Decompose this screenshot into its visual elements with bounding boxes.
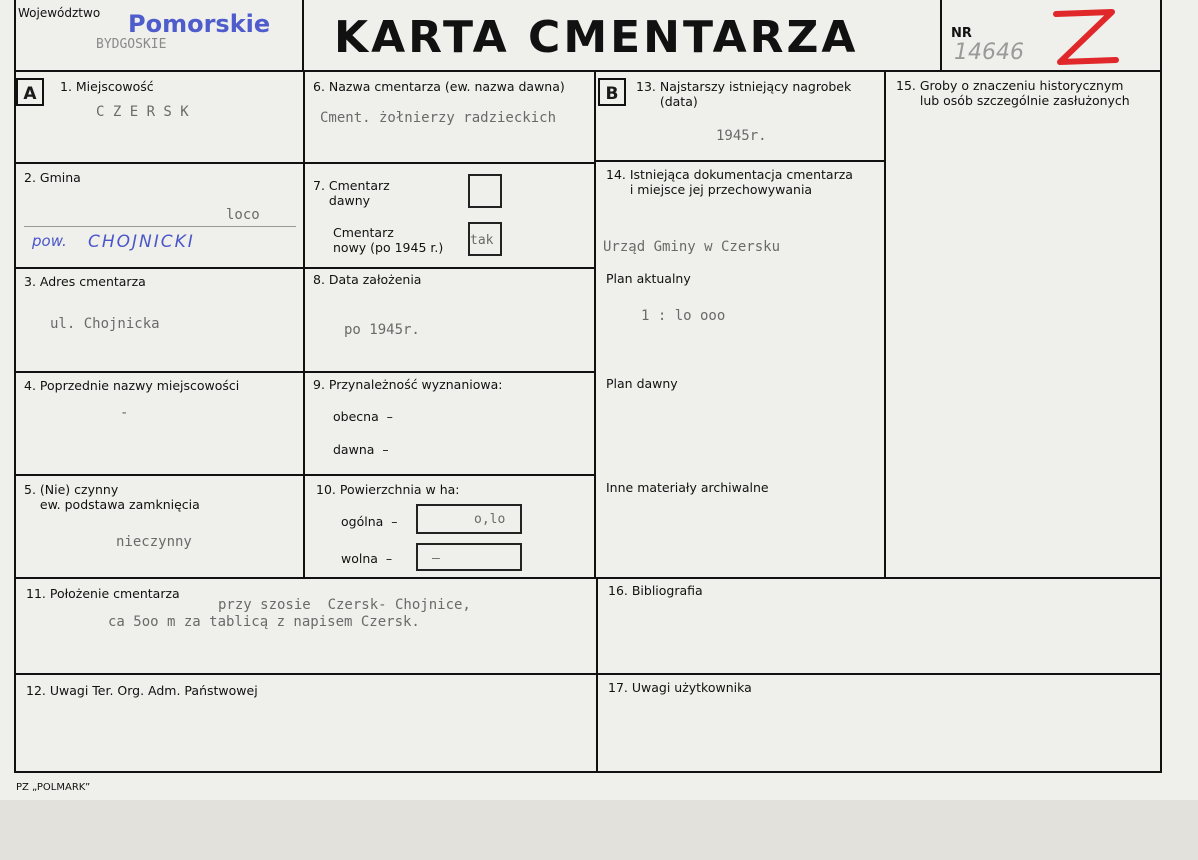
row-line [304,267,595,269]
f2-pow: pow. [32,232,67,250]
col-sep-c [884,72,886,578]
f13-label: 13. Najstarszy istniejący nagrobek (data) [636,79,852,109]
f4-value: - [120,405,129,421]
frame-bottom [14,771,1162,773]
f7-old-label: 7. Cmentarz dawny [313,178,390,208]
f11-label: 11. Położenie cmentarza [26,586,180,601]
f3-value: ul. Chojnicka [50,316,160,332]
f10-total-value: o,lo [474,512,506,527]
row-line [14,162,304,164]
f6-value: Cment. żołnierzy radzieckich [320,110,557,126]
voivodeship-old: BYDGOSKIE [96,37,167,52]
frame-left [14,0,16,772]
number-label: NR [951,26,972,41]
record-number: 14646 [954,40,1024,65]
frame-right [1160,0,1162,772]
f17-label: 17. Uwagi użytkownika [608,680,752,695]
f10-total-box[interactable] [416,504,522,534]
f7-old-checkbox[interactable] [468,174,502,208]
voivodeship-stamp: Pomorskie [128,10,271,38]
f16-label: 16. Bibliografia [608,583,703,598]
row-line [304,371,595,373]
f5-value: nieczynny [116,534,192,550]
f3-label: 3. Adres cmentarza [24,274,146,289]
lower-row-line [14,673,1162,675]
section-a-badge: A [16,78,44,106]
f5-label: 5. (Nie) czynny ew. podstawa zamknięcia [24,482,200,512]
plan-former-label: Plan dawny [606,376,678,391]
card-lower-edge [0,800,1198,860]
f9-current: obecna – [333,409,393,424]
plan-current-value: 1 : lo ooo [641,308,726,324]
f10-total-label: ogólna – [341,514,398,529]
f10-free-label: wolna – [341,551,393,566]
col-sep-a [303,72,305,578]
row-line [596,160,885,162]
f14-value: Urząd Gminy w Czersku [603,239,781,255]
row-line [304,162,595,164]
f8-label: 8. Data założenia [313,272,422,287]
f14-label: 14. Istniejąca dokumentacja cmentarza i miejsce jej przechowywania [606,167,853,197]
f15-label: 15. Groby o znaczeniu historycznym lub osób szczególnie zasłużonych [896,78,1130,108]
upper-block-bottom [14,577,1162,579]
f12-label: 12. Uwagi Ter. Org. Adm. Państwowej [26,683,258,698]
header-sep-1 [302,0,304,72]
header-divider [14,70,1162,72]
section-b-badge: B [598,78,626,106]
f10-free-value: – [432,551,440,566]
row-line [14,474,304,476]
f9-former: dawna – [333,442,389,457]
f2-underline [24,226,296,227]
f2-county: CHOJNICKI [88,232,195,252]
f10-label: 10. Powierzchnia w ha: [316,482,460,497]
other-materials-label: Inne materiały archiwalne [606,480,769,495]
lower-col-sep [596,578,598,772]
header-sep-2 [940,0,942,72]
f9-label: 9. Przynależność wyznaniowa: [313,377,503,392]
col-sep-b [594,72,596,578]
card-title: KARTA CMENTARZA [334,12,859,63]
printer-imprint: PZ „POLMARK” [16,782,91,793]
f7-new-checkbox[interactable] [468,222,502,256]
f11-line2: ca 5oo m za tablicą z napisem Czersk. [108,614,420,630]
row-line [14,371,304,373]
plan-current-label: Plan aktualny [606,271,691,286]
f11-line1: przy szosie Czersk- Chojnice, [218,597,471,613]
row-line [14,267,304,269]
voivodeship-label: Województwo [18,6,101,20]
f2-label: 2. Gmina [24,170,81,185]
red-category-mark [1050,6,1120,66]
f2-value: loco [226,207,260,223]
f13-value: 1945r. [716,128,767,144]
f6-label: 6. Nazwa cmentarza (ew. nazwa dawna) [313,79,565,94]
f7-new-value: tak [470,233,494,248]
row-line [304,474,595,476]
f1-value: C Z E R S K [96,104,189,120]
f1-label: 1. Miejscowość [60,79,154,94]
f8-value: po 1945r. [344,322,420,338]
f10-free-box[interactable] [416,543,522,571]
f4-label: 4. Poprzednie nazwy miejscowości [24,378,240,393]
f7-new-label: Cmentarz nowy (po 1945 r.) [333,225,444,255]
